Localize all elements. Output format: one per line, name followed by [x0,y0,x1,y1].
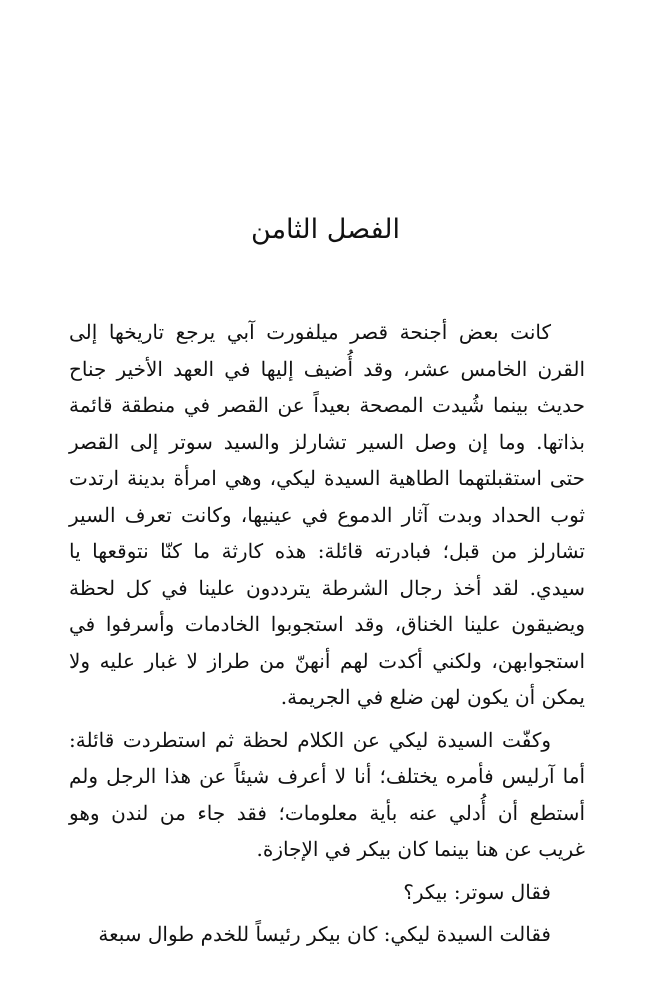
chapter-title: الفصل الثامن [251,214,400,245]
paragraph: فقال سوتر: بيكر؟ [403,879,551,904]
paragraph: فقالت السيدة ليكي: كان بيكر رئيساً للخدم طوال سبعة [98,922,551,946]
chapter-body [69,314,585,953]
paragraph: وكفّت السيدة ليكي عن الكلام لحظة ثم استطردت قائلة: أما آرليس فأمره يختلف؛ أنا لا أعرف شيئاً عن هذا الرجل ولم أستطع أن أُدلي عنه بأية معلومات؛ فقد جاء من لندن وهو غريب عن هنا بينما كان بيكر في الإجازة. [69,727,585,861]
paragraph: كانت بعض أجنحة قصر ميلفورت آبي يرجع تاريخها إلى القرن الخامس عشر، وقد أُضيف إليها في العهد الأخير جناح حديث بينما شُيدت المصحة بعيداً عن القصر في منطقة قائمة بذاتها. وما إن وصل السير تشارلز والسيد سوتر إلى القصر حتى استقبلتهما الطاهية السيدة ليكي، وهي امرأة بدينة ارتدت ثوب الحداد وبدت آثار الدموع في عينيها، وكانت تعرف السير تشارلز من قبل؛ فبادرته قائلة: هذه كارثة ما كنّا نتوقعها يا سيدي. لقد أخذ رجال الشرطة يترددون علينا في كل لحظة ويضيقون علينا الخناق، وقد استجوبوا الخادمات وأسرفوا في استجوابهن، ولكني أكدت لهم أنهنّ من طراز لا غبار عليه ولا يمكن أن يكون لهن ضلع في الجريمة. [69,320,585,709]
